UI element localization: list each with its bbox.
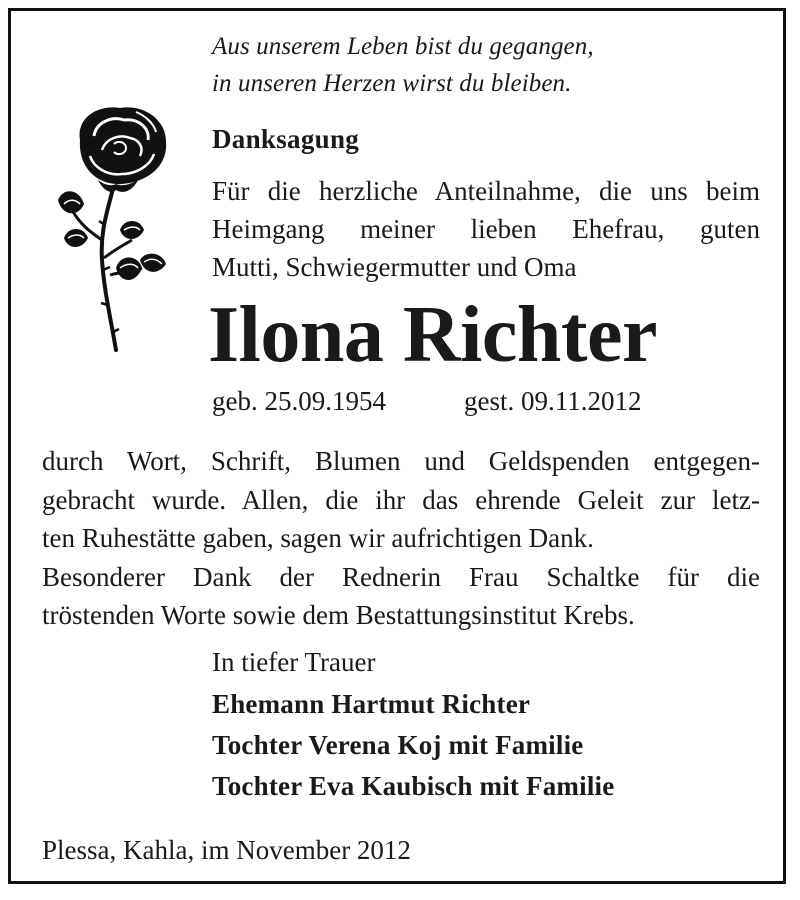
thanks-line-1: durch Wort, Schrift, Blumen und Geldspenden entgegen- (42, 446, 760, 476)
mourning-line: In tiefer Trauer (212, 647, 376, 677)
motto (212, 28, 594, 102)
intro-line-3: Mutti, Schwiegermutter und Oma (212, 252, 577, 282)
thanks-line-5: tröstenden Worte sowie dem Bestattungsinstitut Krebs. (42, 600, 635, 630)
motto-line-2: in unseren Herzen wirst du bleiben. (212, 70, 572, 97)
place-date: Plessa, Kahla, im November 2012 (42, 835, 411, 865)
rose-icon (50, 100, 175, 360)
thanks-line-2: gebracht wurde. Allen, die ihr das ehrende Geleit zur letz- (42, 484, 760, 515)
intro-line-1: Für die herzliche Anteilnahme, die uns beim (212, 176, 760, 206)
thanks-line-3: ten Ruhestätte gaben, sagen wir aufrichtigen Dank. (42, 523, 594, 553)
thanks-paragraph (42, 442, 760, 635)
intro-paragraph (212, 172, 760, 286)
signer: Tochter Verena Koj mit Familie (212, 730, 584, 760)
thanks-line-4: Besonderer Dank der Rednerin Frau Schaltke für die (42, 561, 760, 592)
signer: Ehemann Hartmut Richter (212, 689, 531, 719)
birth-date: geb. 25.09.1954 (212, 386, 386, 416)
deceased-name: Ilona Richter (208, 291, 658, 379)
intro-line-2: Heimgang meiner lieben Ehefrau, guten (212, 214, 760, 244)
death-date: gest. 09.11.2012 (464, 386, 642, 416)
motto-line-1: Aus unserem Leben bist du gegangen, (212, 33, 594, 60)
signer: Tochter Eva Kaubisch mit Familie (212, 771, 615, 801)
signers-list (212, 684, 614, 807)
heading-danksagung: Danksagung (212, 124, 360, 154)
